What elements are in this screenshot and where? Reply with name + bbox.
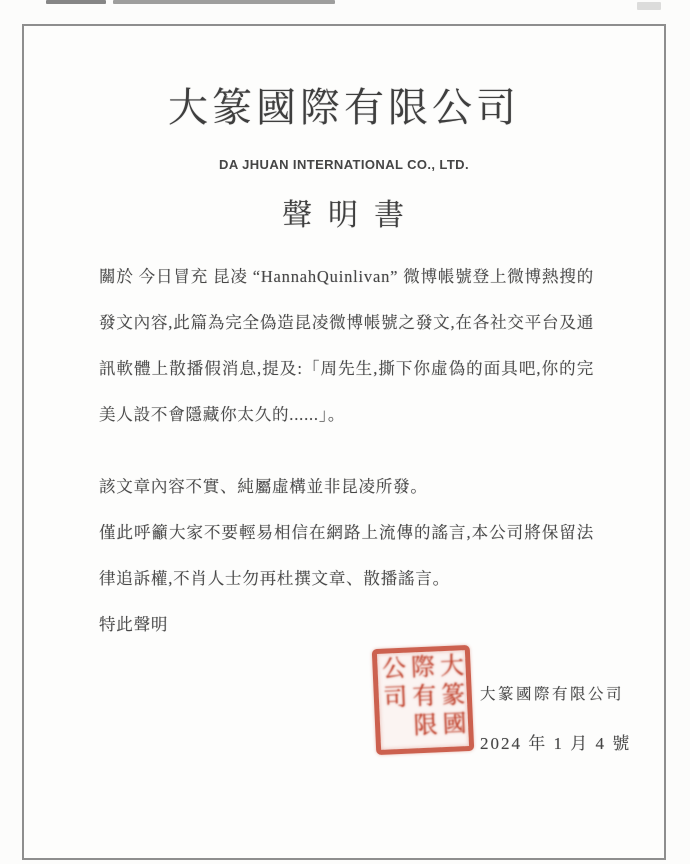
signature-company-name: 大篆國際有限公司 bbox=[480, 686, 625, 703]
signature-date: 2024 年 1 月 4 號 bbox=[480, 734, 632, 753]
paragraph-closing: 特此聲明 bbox=[99, 615, 169, 634]
scan-artifact bbox=[113, 0, 335, 4]
company-name-english: DA JHUAN INTERNATIONAL CO., LTD. bbox=[219, 157, 469, 172]
paragraph-incident: 關於 今日冒充 昆凌 “HannahQuinlivan” 微博帳號登上微博熱搜的發文內容,此篇為完全偽造昆凌微博帳號之發文,在各社交平台及通訊軟體上散播假消息,提及:「周先生,撕下你虛偽的面具吧,你的完美人設不會隱藏你太久的......」。 bbox=[99, 267, 594, 424]
company-name-chinese: 大篆國際有限公司 bbox=[168, 85, 520, 130]
page-border-frame bbox=[22, 24, 666, 860]
scan-artifact bbox=[637, 2, 661, 10]
seal-characters: 大篆國際有限公司 bbox=[377, 652, 465, 742]
paragraph-denial: 該文章內容不實、純屬虛構並非昆凌所發。 bbox=[99, 477, 428, 496]
statement-body bbox=[99, 254, 594, 648]
document-title: 聲明書 bbox=[282, 199, 420, 232]
company-red-seal bbox=[372, 645, 475, 755]
paragraph-legal-warning: 僅此呼籲大家不要輕易相信在網路上流傳的謠言,本公司將保留法律追訴權,不肖人士勿再杜撰文章、散播謠言。 bbox=[99, 523, 594, 588]
scan-artifact bbox=[46, 0, 106, 4]
